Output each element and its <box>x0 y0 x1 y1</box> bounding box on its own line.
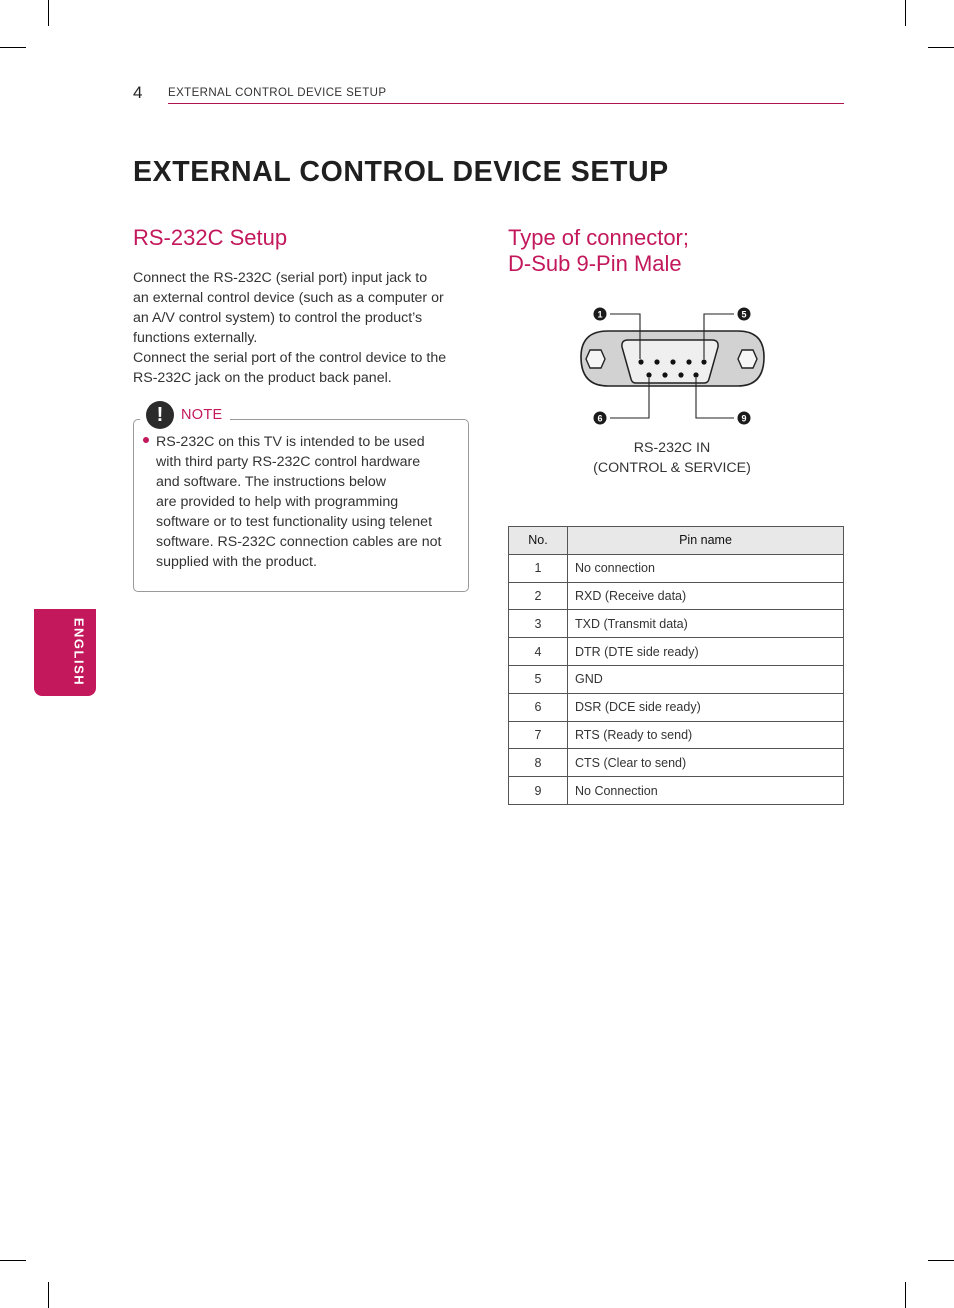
pin-name: GND <box>568 665 844 693</box>
note-line: supplied with the product. <box>156 554 317 570</box>
table-row <box>509 777 844 805</box>
pin-name: DTR (DTE side ready) <box>568 638 844 666</box>
pin-callout-9: 9 <box>741 413 747 424</box>
connector-caption <box>570 438 774 478</box>
crop-mark <box>905 0 906 26</box>
dsub-connector-diagram <box>570 300 780 430</box>
pin-name: CTS (Clear to send) <box>568 749 844 777</box>
crop-mark <box>0 47 26 48</box>
setup-paragraph <box>133 268 478 388</box>
table-row <box>509 582 844 610</box>
table-row <box>509 610 844 638</box>
pin-number: 5 <box>509 665 568 693</box>
pin-number: 1 <box>509 554 568 582</box>
pin <box>670 359 675 364</box>
header-rule <box>168 103 844 104</box>
pin-callout-1: 1 <box>597 309 603 320</box>
note-line: software or to test functionality using telenet <box>156 514 433 530</box>
crop-mark <box>48 1282 49 1308</box>
pin-number: 7 <box>509 721 568 749</box>
setup-heading: RS-232C Setup <box>133 225 288 250</box>
pin-name: DSR (DCE side ready) <box>568 693 844 721</box>
note-line: with third party RS-232C control hardware <box>156 454 421 470</box>
setup-line: an external control device (such as a computer or <box>133 290 444 306</box>
pin <box>638 359 643 364</box>
connector-heading-line: Type of connector; <box>508 225 689 250</box>
table-row <box>509 554 844 582</box>
pin <box>646 372 651 377</box>
page-title: EXTERNAL CONTROL DEVICE SETUP <box>133 156 669 188</box>
setup-line: an A/V control system) to control the product’s <box>133 310 423 326</box>
table-row <box>509 665 844 693</box>
setup-line: Connect the RS-232C (serial port) input jack to <box>133 270 428 286</box>
page-number: 4 <box>133 83 143 102</box>
note-label: NOTE <box>181 407 223 423</box>
pin <box>678 372 683 377</box>
setup-line: RS-232C jack on the product back panel. <box>133 370 392 386</box>
note-text <box>156 432 466 572</box>
pin-name: RXD (Receive data) <box>568 582 844 610</box>
table-header-row <box>509 527 844 555</box>
connector-heading-line: D-Sub 9-Pin Male <box>508 251 682 276</box>
pin-number: 6 <box>509 693 568 721</box>
screw-left-icon <box>586 350 605 368</box>
pin <box>662 372 667 377</box>
table-row <box>509 693 844 721</box>
column-header-pin-name: Pin name <box>568 527 844 555</box>
pin-callout-5: 5 <box>741 309 747 320</box>
setup-line: functions externally. <box>133 330 258 346</box>
caption-line: (CONTROL & SERVICE) <box>593 460 751 476</box>
exclamation-icon: ! <box>146 401 174 429</box>
crop-mark <box>905 1282 906 1308</box>
pin-name: TXD (Transmit data) <box>568 610 844 638</box>
pin-number: 2 <box>509 582 568 610</box>
note-line: are provided to help with programming <box>156 494 399 510</box>
pin <box>654 359 659 364</box>
pin-name: No connection <box>568 554 844 582</box>
caption-line: RS-232C IN <box>633 440 711 456</box>
table-row <box>509 749 844 777</box>
pin <box>693 372 698 377</box>
pin-number: 9 <box>509 777 568 805</box>
pin-name: RTS (Ready to send) <box>568 721 844 749</box>
crop-mark <box>0 1260 26 1261</box>
note-line: RS-232C on this TV is intended to be used <box>156 434 425 450</box>
pin-number: 3 <box>509 610 568 638</box>
table-row <box>509 721 844 749</box>
setup-line: Connect the serial port of the control device to the <box>133 350 447 366</box>
pin-number: 8 <box>509 749 568 777</box>
pin-callout-6: 6 <box>597 413 603 424</box>
screw-right-icon <box>738 350 757 368</box>
pin <box>701 359 706 364</box>
bullet-icon <box>143 437 149 443</box>
language-tab-label: ENGLISH <box>71 617 87 687</box>
column-header-no: No. <box>509 527 568 555</box>
table-row <box>509 638 844 666</box>
pin-table <box>508 526 844 805</box>
pin <box>686 359 691 364</box>
connector-heading <box>508 225 689 277</box>
note-line: and software. The instructions below <box>156 474 387 490</box>
note-header <box>140 400 230 430</box>
note-line: software. RS-232C connection cables are not <box>156 534 442 550</box>
running-header: EXTERNAL CONTROL DEVICE SETUP <box>168 87 387 99</box>
pin-name: No Connection <box>568 777 844 805</box>
pin-number: 4 <box>509 638 568 666</box>
crop-mark <box>928 47 954 48</box>
crop-mark <box>48 0 49 26</box>
crop-mark <box>928 1260 954 1261</box>
language-tab <box>34 609 96 696</box>
